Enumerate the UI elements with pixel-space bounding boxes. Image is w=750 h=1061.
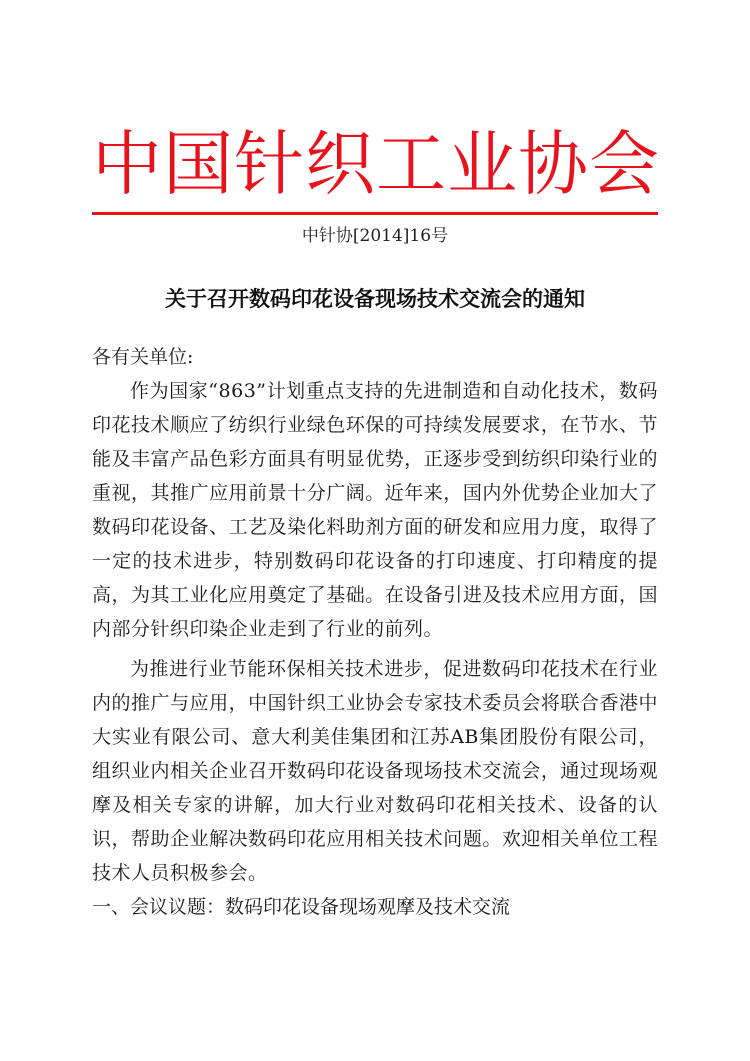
document-body [92,340,658,924]
section-heading-1: 一、会议议题：数码印花设备现场观摩及技术交流 [92,896,511,918]
document-number: 中针协[2014]16号 [301,226,449,246]
letterhead-red-rule [92,212,658,215]
salutation: 各有关单位: [92,346,194,368]
body-paragraph-2: 为推进行业节能环保相关技术进步，促进数码印花技术在行业内的推广与应用，中国针织工业协会专家技术委员会将联合香港中大实业有限公司、意大利美佳集团和江苏AB集团股份有限公司，组织业内相关企业召开数码印花设备现场技术交流会，通过现场观摩及相关专家的讲解，加大行业对数码印花相关技术、设备的认识，帮助企业解决数码印花应用相关技术问题。欢迎相关单位工程技术人员积极参会。 [92,658,658,884]
letterhead-org-name: 中国针织工业协会 [92,123,660,205]
body-paragraph-1: 作为国家“863”计划重点支持的先进制造和自动化技术，数码印花技术顺应了纺织行业绿色环保的可持续发展要求，在节水、节能及丰富产品色彩方面具有明显优势，正逐步受到纺织印染行业的重视，其推广应用前景十分广阔。近年来，国内外优势企业加大了数码印花设备、工艺及染化料助剂方面的研发和应用力度，取得了一定的技术进步，特别数码印花设备的打印速度、打印精度的提高，为其工业化应用奠定了基础。在设备引进及技术应用方面，国内部分针织印染企业走到了行业的前列。 [92,380,658,640]
document-title: 关于召开数码印花设备现场技术交流会的通知 [165,286,585,311]
